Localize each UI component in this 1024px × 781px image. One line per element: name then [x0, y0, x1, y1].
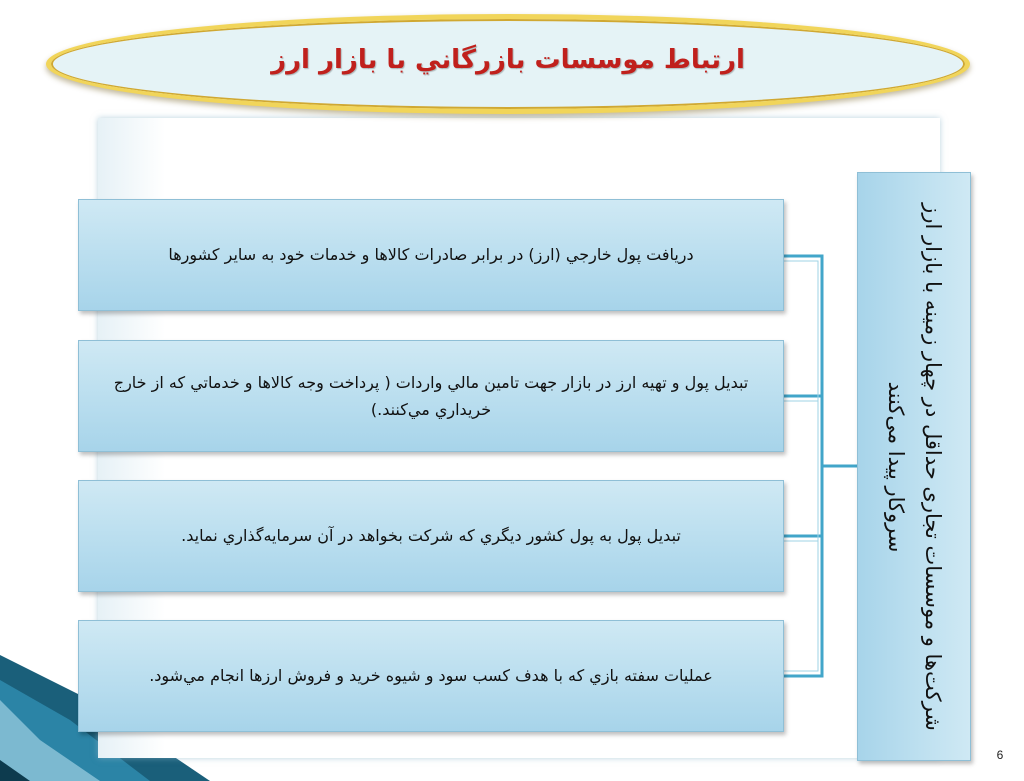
- item-text-2: تبديل پول و تهيه ارز در بازار جهت تامين مالي واردات ( پرداخت وجه کالاها و خدماتي که از خارج خريداري مي‌کنند.): [113, 372, 749, 419]
- main-statement-box: [857, 172, 971, 761]
- item-box-4: [78, 620, 784, 732]
- connector-4: [784, 466, 822, 676]
- main-statement-text: شرکت‌ها و موسسات تجاری حداقل در چهار زمینه با بازار ارز سروکار پیدا می‌کنند: [884, 202, 945, 731]
- item-text-1: دريافت پول خارجي (ارز) در برابر صادرات کالاها و خدمات خود به ساير کشورها: [168, 245, 694, 265]
- item-box-1: [78, 199, 784, 311]
- item-text-4: عمليات سفته بازي که با هدف کسب سود و شيوه خريد و فروش ارزها انجام مي‌شود.: [149, 666, 713, 686]
- page-number: 6: [996, 748, 1004, 762]
- item-text-3: تبديل پول به پول کشور ديگري که شرکت بخواهد در آن سرمايه‌گذاري نمايد.: [181, 526, 681, 546]
- item-box-3: [78, 480, 784, 592]
- connector-1: [784, 256, 857, 466]
- item-box-2: [78, 340, 784, 452]
- page-title: ارتباط موسسات بازرگاني با بازار ارز: [271, 45, 745, 75]
